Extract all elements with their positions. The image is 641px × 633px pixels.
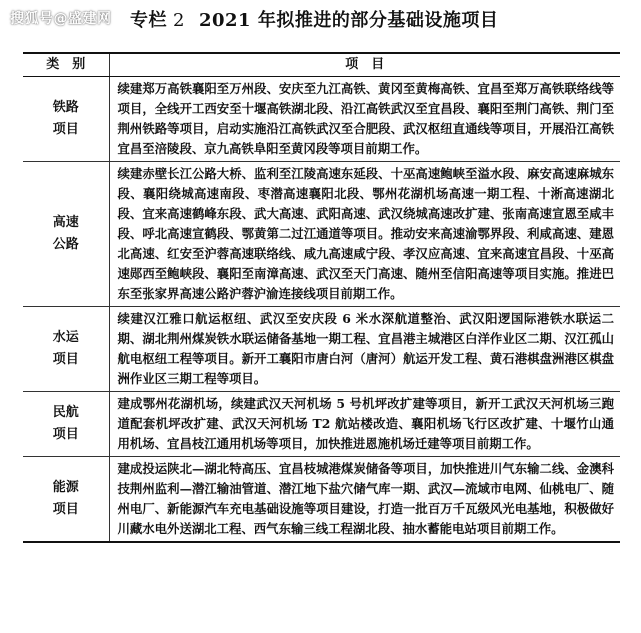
category-line1: 高速 xyxy=(52,215,79,230)
header-category: 类 别 xyxy=(23,53,109,77)
category-line2: 项目 xyxy=(52,427,79,442)
description-highway: 续建赤壁长江公路大桥、监利至江陵高速东延段、十巫高速鲍峡至溢水段、麻安高速麻城东段、襄阳绕城高速南段、枣潜高速襄阳北段、鄂州花湖机场高速一期工程、十淅高速湖北段、宜来高速鹤峰东段、武大高速、武阳高速、武汉绕城高速改扩建、张南高速宣恩至咸丰段、呼北高速宣鹤段、鄂黄第二过江通道等项目。推动安来高速渝鄂界段、利咸高速、建恩北高速、红安至沪蓉高速联络线、咸九高速咸宁段、孝汉应高速、宜来高速宜昌段、十巫高速郧西至鲍峡段、襄阳至南漳高速、武汉至天门高速、随州至信阳高速等项目实施。推进巴东至张家界高速公路沪蓉沪渝连接线项目前期工作。 xyxy=(109,162,620,307)
header-project: 项 目 xyxy=(109,53,620,77)
category-line2: 项目 xyxy=(52,352,79,367)
category-line1: 能源 xyxy=(52,480,79,495)
table-row xyxy=(23,162,620,307)
description-energy: 建成投运陕北—湖北特高压、宜昌枝城港煤炭储备等项目，加快推进川气东输二线、金澳科技荆州监利—潜江输油管道、潜江地下盐穴储气库一期、武汉—流域市电网、仙桃电厂、随州电厂、新能源汽车充电基础设施等项目建设，打造一批百万千瓦级风光电基地，积极做好川藏水电外送湖北工程、西气东输三线工程湖北段、抽水蓄能电站项目前期工作。 xyxy=(109,457,620,543)
category-line2: 公路 xyxy=(52,237,79,252)
category-railway xyxy=(23,77,109,162)
category-line1: 民航 xyxy=(52,405,79,420)
title-text: 2021 年拟推进的部分基础设施项目 xyxy=(198,10,499,31)
table-row xyxy=(23,457,620,543)
description-railway: 续建郑万高铁襄阳至万州段、安庆至九江高铁、黄冈至黄梅高铁、宜昌至郑万高铁联络线等项目，全线开工西安至十堰高铁湖北段、沿江高铁武汉至宜昌段、襄阳至荆门高铁、荆门至荆州铁路等项目，启动实施沿江高铁武汉至合肥段、武汉枢纽直通线等项目，开展沿江高铁宜昌至涪陵段、京九高铁阜阳至黄冈段等项目前期工作。 xyxy=(109,77,620,162)
category-aviation xyxy=(23,392,109,457)
table-row xyxy=(23,307,620,392)
table-row xyxy=(23,77,620,162)
category-line2: 项目 xyxy=(52,122,79,137)
page-title xyxy=(130,6,498,32)
header xyxy=(0,0,641,40)
title-number: 2 xyxy=(173,10,185,31)
table-header-row xyxy=(23,53,620,77)
description-aviation: 建成鄂州花湖机场，续建武汉天河机场 5 号机坪改扩建等项目，新开工武汉天河机场三跑道配套机坪改扩建、武汉天河机场 T2 航站楼改造、襄阳机场飞行区改扩建、十堰竹山通用机场、宜昌枝江通用机场等项目，加快推进恩施机场迁建等项目前期工作。 xyxy=(109,392,620,457)
category-line1: 水运 xyxy=(52,330,79,345)
table-row xyxy=(23,392,620,457)
category-line1: 铁路 xyxy=(52,100,79,115)
category-energy xyxy=(23,457,109,543)
description-waterway: 续建汉江雅口航运枢纽、武汉至安庆段 6 米水深航道整治、武汉阳逻国际港铁水联运二期、湖北荆州煤炭铁水联运储备基地一期工程、宜昌港主城港区白洋作业区二期、汉江孤山航电枢纽工程等项目。新开工襄阳市唐白河（唐河）航运开发工程、黄石港棋盘洲港区棋盘洲作业区三期工程等项目。 xyxy=(109,307,620,392)
title-label: 专栏 xyxy=(130,10,167,31)
project-table xyxy=(23,52,620,543)
watermark: 搜狐号@盛建网 xyxy=(10,11,112,27)
category-highway xyxy=(23,162,109,307)
category-waterway xyxy=(23,307,109,392)
category-line2: 项目 xyxy=(52,502,79,517)
